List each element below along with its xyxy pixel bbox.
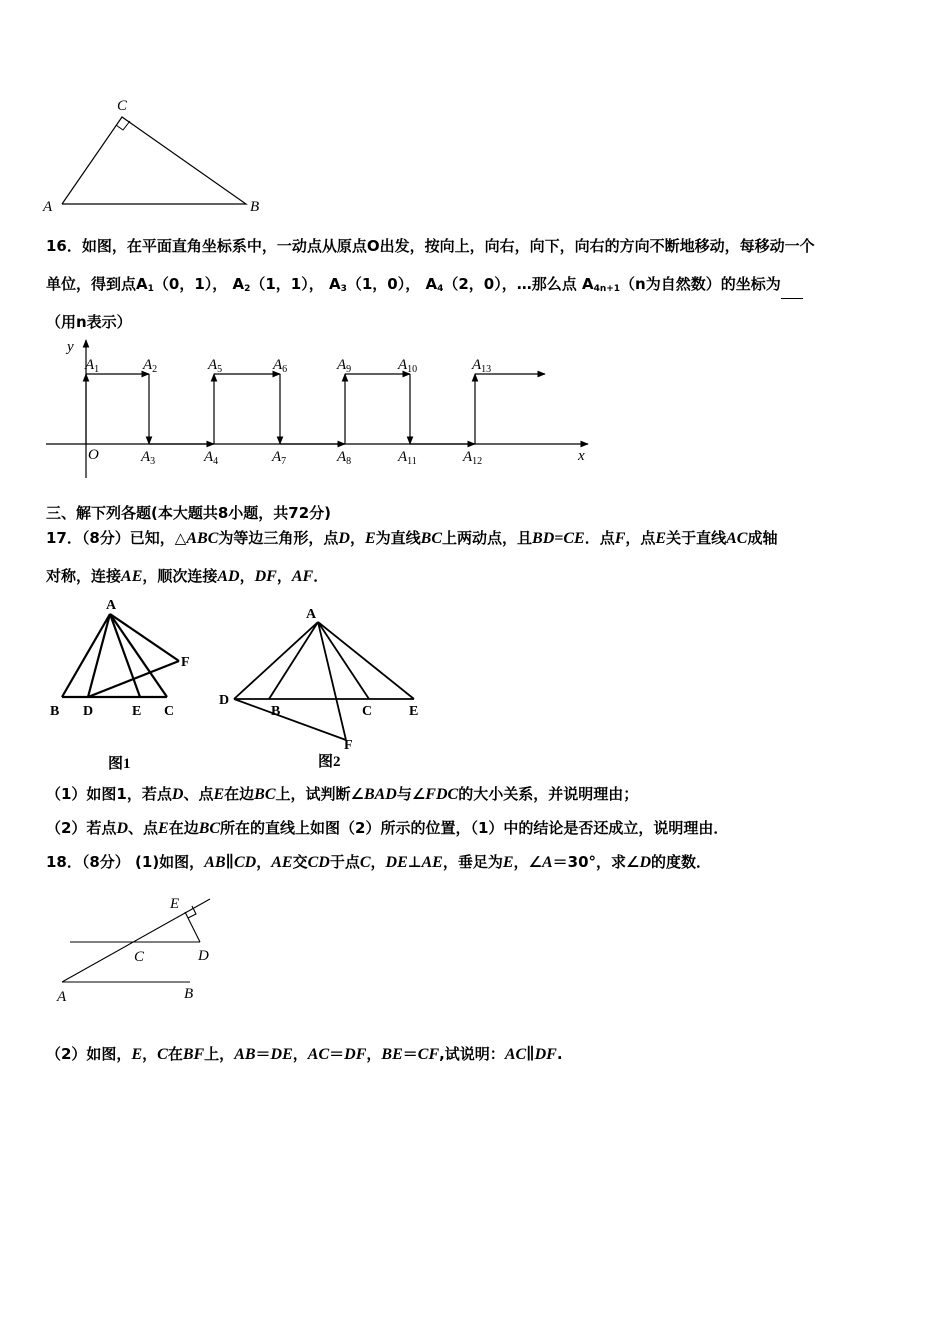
label-b: B bbox=[250, 199, 260, 215]
q18-var: E bbox=[131, 1046, 143, 1063]
point-letter: A bbox=[398, 357, 408, 373]
q16-line2 bbox=[46, 274, 803, 299]
label-e: E bbox=[132, 704, 142, 719]
label-a: A bbox=[43, 199, 53, 215]
q18-text: ⊥ bbox=[407, 853, 422, 871]
q18-text: . bbox=[556, 1045, 563, 1063]
q17-text: 为等边三角形，点 bbox=[218, 529, 339, 547]
fig2-lines bbox=[234, 622, 414, 740]
q17-text: 与∠ bbox=[396, 785, 426, 803]
label-a: A bbox=[306, 607, 317, 622]
label-x: x bbox=[578, 448, 585, 464]
point-subscript: 12 bbox=[472, 456, 483, 467]
q18-text: 交 bbox=[292, 853, 308, 871]
q17-text: 所在的直线上如图（2）所示的位置，（1）中的结论是否还成立，说明理由． bbox=[220, 819, 729, 837]
q17-var: D bbox=[338, 530, 350, 547]
q16-sub: 4 bbox=[437, 284, 444, 294]
q17-text: 为直线 bbox=[375, 529, 421, 547]
label-o: O bbox=[88, 447, 99, 463]
q16-sub: 1 bbox=[147, 284, 154, 294]
q17-text: 成轴 bbox=[747, 529, 778, 547]
point-letter: A bbox=[272, 449, 282, 465]
q17-text: 在边 bbox=[168, 819, 199, 837]
label-e: E bbox=[170, 896, 180, 912]
q17-text: （2）若点 bbox=[46, 819, 117, 837]
top-labels bbox=[84, 357, 491, 375]
point-subscript: 5 bbox=[217, 364, 223, 375]
q18-text: ， bbox=[256, 853, 272, 871]
q17-var: F bbox=[614, 530, 626, 547]
q18-var: AE bbox=[271, 854, 293, 871]
label-c: C bbox=[134, 949, 145, 965]
q18-var: BF bbox=[182, 1046, 205, 1063]
point-label bbox=[471, 357, 491, 375]
q17-text: 对称，连接 bbox=[46, 567, 122, 585]
q18-line1 bbox=[46, 852, 711, 873]
q18-var: E bbox=[502, 854, 514, 871]
label-a: A bbox=[57, 989, 67, 1005]
q16-sub: 3 bbox=[340, 284, 347, 294]
q16-text: （2，0），…那么点 A bbox=[443, 275, 594, 293]
point-label bbox=[462, 449, 482, 467]
label-d: D bbox=[219, 693, 230, 708]
q18-text: ， bbox=[370, 853, 386, 871]
q18-text: ，垂足为 bbox=[442, 853, 503, 871]
point-subscript: 4 bbox=[213, 456, 219, 467]
q17-line1 bbox=[46, 528, 777, 549]
q16-text: 单位，得到点A bbox=[46, 275, 148, 293]
label-f: F bbox=[344, 738, 353, 753]
fig1-lines bbox=[62, 614, 179, 697]
q18-text: ＝ bbox=[329, 1045, 345, 1063]
point-label bbox=[271, 449, 286, 467]
point-letter: A bbox=[472, 357, 482, 373]
q17-text: 关于直线 bbox=[666, 529, 727, 547]
q18-var: D bbox=[639, 854, 652, 871]
q17-text: 的大小关系，并说明理由； bbox=[458, 785, 639, 803]
q18-var: DE bbox=[385, 854, 408, 871]
point-label bbox=[84, 357, 99, 375]
q18-var: AB bbox=[234, 1046, 256, 1063]
label-f: F bbox=[181, 655, 190, 670]
point-subscript: 8 bbox=[346, 456, 352, 467]
coordinate-path-figure bbox=[40, 332, 600, 482]
label-b: B bbox=[50, 704, 60, 719]
point-letter: A bbox=[337, 357, 347, 373]
q17-text: 在边 bbox=[224, 785, 255, 803]
q18-text: 的度数． bbox=[651, 853, 712, 871]
q17-text: ，点 bbox=[625, 529, 656, 547]
point-letter: A bbox=[204, 449, 214, 465]
q18-var: AE bbox=[421, 854, 443, 871]
q16-line3: （用n表示） bbox=[46, 313, 132, 331]
q17-var: FDC bbox=[425, 786, 459, 803]
q17-var: E bbox=[213, 786, 225, 803]
q17-var: E bbox=[655, 530, 667, 547]
q18-text: 18．（8分） (1)如图， bbox=[46, 853, 205, 871]
q18-text: ，∠ bbox=[513, 853, 542, 871]
path-segments bbox=[86, 374, 545, 444]
point-subscript: 10 bbox=[407, 364, 418, 375]
q17-var: AE bbox=[121, 568, 143, 585]
triangle-abc bbox=[62, 117, 246, 204]
q18-var: C bbox=[157, 1046, 168, 1063]
label-d: D bbox=[198, 948, 209, 964]
q18-text: ＝30°，求∠ bbox=[552, 853, 640, 871]
label-a: A bbox=[106, 598, 117, 613]
triangle-abc-figure bbox=[40, 94, 280, 219]
q17-var: D bbox=[116, 820, 128, 837]
q18-var: A bbox=[541, 854, 553, 871]
point-subscript: 1 bbox=[94, 364, 100, 375]
point-label bbox=[140, 449, 155, 467]
q17-text: 17．（8分）已知，△ bbox=[46, 529, 187, 547]
q17-var: BAD bbox=[363, 786, 397, 803]
q17-var: AC bbox=[726, 530, 748, 547]
q17-text: ，顺次连接 bbox=[142, 567, 218, 585]
point-letter: A bbox=[273, 357, 283, 373]
q17-text: ． bbox=[313, 567, 329, 585]
label-c: C bbox=[362, 704, 373, 719]
q18-var: DF bbox=[344, 1046, 367, 1063]
point-subscript: 13 bbox=[481, 364, 492, 375]
q17-text: ， bbox=[276, 567, 292, 585]
q16-text: （1，0）， A bbox=[346, 275, 438, 293]
point-letter: A bbox=[337, 449, 347, 465]
point-subscript: 7 bbox=[281, 456, 287, 467]
q18-var: AB∥CD bbox=[204, 854, 257, 871]
q17-var: AF bbox=[291, 568, 314, 585]
section-3-heading: 三、解下列各题(本大题共8小题，共72分) bbox=[46, 504, 332, 522]
label-d: D bbox=[83, 704, 94, 719]
q17-var: E bbox=[364, 530, 376, 547]
q18-part2 bbox=[46, 1044, 563, 1065]
point-label bbox=[336, 357, 351, 375]
q18-text: 于点 bbox=[329, 853, 360, 871]
q18-var: CD bbox=[307, 854, 330, 871]
q18-text: ， bbox=[292, 1045, 308, 1063]
label-c: C bbox=[164, 704, 175, 719]
q16-text: （0，1）， A bbox=[153, 275, 245, 293]
point-letter: A bbox=[463, 449, 473, 465]
caption-fig1: 图1 bbox=[108, 756, 131, 772]
figure-18 bbox=[50, 890, 230, 1010]
q17-sub2 bbox=[46, 818, 728, 839]
point-label bbox=[207, 357, 222, 375]
q18-text: ， bbox=[142, 1045, 158, 1063]
point-label bbox=[142, 357, 157, 375]
q17-var: E bbox=[158, 820, 169, 837]
label-b: B bbox=[184, 986, 194, 1002]
q17-var: BC bbox=[254, 786, 276, 803]
point-subscript: 2 bbox=[152, 364, 158, 375]
point-subscript: 6 bbox=[282, 364, 288, 375]
point-letter: A bbox=[398, 449, 408, 465]
q17-text: ， bbox=[239, 567, 255, 585]
q17-text: 、点 bbox=[183, 785, 214, 803]
point-label bbox=[203, 449, 218, 467]
q17-var: BD=CE bbox=[532, 530, 585, 547]
q18-var: BE bbox=[381, 1046, 403, 1063]
point-label bbox=[397, 357, 417, 375]
q16-text: （n为自然数）的坐标为 bbox=[620, 275, 781, 293]
q18-text: 上， bbox=[204, 1045, 235, 1063]
q18-var: AC∥DF bbox=[504, 1046, 557, 1063]
q18-text: ,试说明： bbox=[439, 1045, 505, 1063]
answer-blank bbox=[781, 284, 803, 299]
point-letter: A bbox=[85, 357, 95, 373]
q17-text: （1）如图1，若点 bbox=[46, 785, 172, 803]
point-label bbox=[397, 449, 417, 467]
q18-var: AC bbox=[307, 1046, 330, 1063]
q18-var: CF bbox=[417, 1046, 440, 1063]
q16-text: （1，1）， A bbox=[250, 275, 341, 293]
fig18-lines bbox=[62, 899, 210, 982]
q16-sub: 4n+1 bbox=[593, 284, 621, 294]
q17-var: D bbox=[171, 786, 184, 803]
point-letter: A bbox=[143, 357, 153, 373]
q17-text: ， bbox=[349, 529, 365, 547]
q17-var: DF bbox=[254, 568, 277, 585]
q16-line1: 16．如图，在平面直角坐标系中，一动点从原点O出发，按向上，向右，向下，向右的方向不断地移动，每移动一个 bbox=[46, 237, 815, 255]
q16-sub: 2 bbox=[244, 284, 251, 294]
q17-var: BC bbox=[198, 820, 221, 837]
q18-var: C bbox=[359, 854, 371, 871]
point-subscript: 11 bbox=[407, 456, 417, 467]
q18-var: DE bbox=[270, 1046, 293, 1063]
q18-text: ＝ bbox=[402, 1045, 418, 1063]
caption-fig2: 图2 bbox=[318, 754, 341, 770]
point-subscript: 3 bbox=[150, 456, 156, 467]
figure-17-1 bbox=[44, 594, 214, 774]
q17-text: 上两动点，且 bbox=[442, 529, 533, 547]
label-e: E bbox=[409, 704, 419, 719]
figure-17-2 bbox=[214, 600, 434, 774]
q18-text: ， bbox=[366, 1045, 382, 1063]
q18-text: 在 bbox=[167, 1045, 183, 1063]
q17-line2 bbox=[46, 566, 328, 587]
bottom-labels bbox=[140, 449, 482, 467]
q17-var: ABC bbox=[186, 530, 219, 547]
label-b: B bbox=[271, 704, 281, 719]
point-letter: A bbox=[208, 357, 218, 373]
q17-var: BC bbox=[420, 530, 442, 547]
label-c: C bbox=[117, 98, 128, 114]
point-label bbox=[272, 357, 287, 375]
q17-sub1 bbox=[46, 784, 638, 805]
point-letter: A bbox=[141, 449, 151, 465]
q18-text: ＝ bbox=[255, 1045, 271, 1063]
q18-text: （2）如图， bbox=[46, 1045, 132, 1063]
q17-text: ．点 bbox=[584, 529, 615, 547]
label-y: y bbox=[67, 339, 74, 355]
q17-text: 上，试判断∠ bbox=[275, 785, 364, 803]
point-label bbox=[336, 449, 351, 467]
point-subscript: 9 bbox=[346, 364, 352, 375]
q17-var: AD bbox=[217, 568, 240, 585]
q17-text: 、点 bbox=[128, 819, 159, 837]
